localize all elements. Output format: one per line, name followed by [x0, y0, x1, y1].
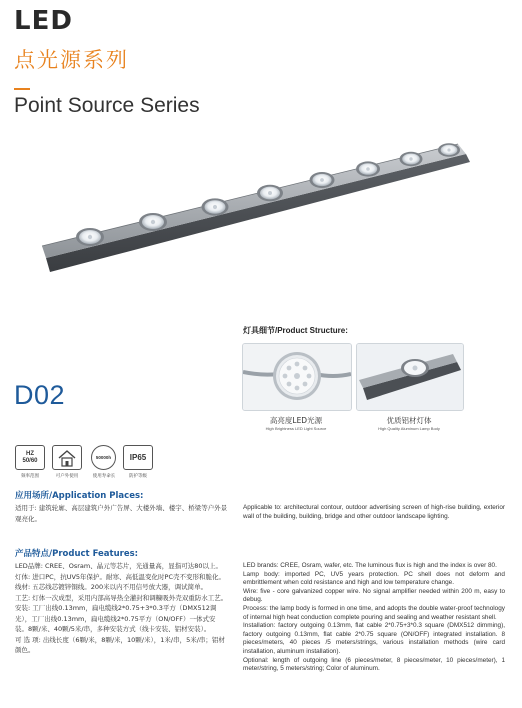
frequency-label: HZ [26, 450, 34, 457]
feature-cn-item: 灯体: 进口PC，抗UV5年保护。耐寒、高低温变化时PC壳不变形和脆化。 [15, 572, 226, 581]
frequency-icon [15, 445, 45, 470]
feature-cn-item: 可 选 项: 出线长度（6颗/米，8颗/米，10颗/米），1米/串，5米/串；铝材颜色。 [15, 635, 225, 654]
frequency-caption: 频率范围 [21, 474, 39, 479]
feature-en-item: Process: the lamp body is formed in one time, and adopts the double water-proof technology of internal high heat conduction complete pouring and sealing and weather resistant shell. [243, 604, 505, 621]
features-heading: 产品特点/Product Features: [15, 549, 139, 559]
feature-en-item: Lamp body: imported PC, UV5 years protection. PC shell does not deform and embrittlement when cold resistance and high and low temperature change. [243, 570, 505, 587]
application-heading: 应用场所/Application Places: [15, 491, 144, 501]
ip-rating-caption: 防护等级 [129, 474, 147, 479]
bar-side-face [46, 154, 470, 272]
lifetime-value: 50000h [95, 455, 112, 460]
application-text-cn: 适用于: 建筑轮廓、高层建筑户外广告屏、大楼外墙、楼宇、桥梁等户外景观亮化。 [15, 504, 228, 523]
feature-cn-item: LED品牌: CREE、Osram、晶元等芯片，光通量高，显指可达80以上。 [15, 562, 223, 570]
feature-en-item: Installation: factory outgoing 0.13mm, flat cable 2*0.75+3*0.3 square (DMX512 dimming), factory outgoing 0.13mm, flat cable 2*0.75 square (ON/OFF) integrated installation. 8 pieces/meters, 40 pieces /5 meters/strings, various installation methods (wire card installation, aluminum installation). [243, 622, 505, 655]
structure-heading: 灯具细节/Product Structure: [243, 326, 348, 335]
features-list-en [243, 562, 505, 674]
series-title-cn: 点光源系列 [14, 48, 129, 72]
house-icon [52, 445, 82, 470]
model-number: D02 [14, 380, 66, 410]
frequency-value: 50/60 [22, 457, 38, 464]
led-source-detail-image [242, 343, 352, 411]
led-source-caption-en: High Brightness LED Light Source [265, 426, 327, 431]
feature-en-item: Wire: five - core galvanized copper wire. No signal amplifier needed within 200 m, easy to debug. [243, 587, 505, 604]
ip-rating-icon [123, 445, 153, 470]
feature-en-item: LED brands: CREE, Osram, wafer, etc. The luminous flux is high and the index is over 80. [243, 562, 497, 569]
lifetime-caption: 使用寿命长 [92, 474, 116, 479]
spec-icon-lifetime [89, 445, 116, 470]
feature-cn-item: 工艺: 灯体一次成型，采用内部高导热全灌封和调糠吸外壳双重防水工艺。 [15, 593, 228, 602]
aluminum-body-detail-image [356, 343, 464, 411]
accent-divider [14, 88, 30, 90]
spec-icon-outdoor [52, 445, 82, 470]
lifetime-clock-icon [91, 445, 116, 470]
feature-cn-item: 安装: 工厂出线0.13mm，扁电缆线2*0.75+3*0.3平方（DMX512调光），工厂出线0.13mm，扁电缆线2*0.75平方（ON/OFF）一体式安装。8颗/米、40颗/5米/串，多种安装方式（线卡安装、铝材安装）。 [15, 604, 217, 633]
spec-icon-hz [15, 445, 45, 470]
outdoor-caption: 可户外使用 [55, 474, 79, 479]
light-bar-image [40, 140, 480, 300]
aluminum-body-caption-en: High Quality Aluminum Lamp Body [378, 426, 440, 431]
feature-en-item: Optional: length of outgoing line (6 pieces/meter, 8 pieces/meter, 10 pieces/meter), 1 meter/string, 5 meters/string; Color of aluminum. [243, 656, 505, 673]
spec-icon-ip [123, 445, 153, 470]
features-list-cn [15, 561, 228, 656]
feature-cn-item: 线材: 五芯线芯镀锌铜线。200米以内不用信号放大器，调试简单。 [15, 583, 208, 591]
aluminum-body-caption-cn: 优质铝材灯体 [386, 416, 432, 425]
brand-title: LED [14, 6, 73, 36]
series-title-en: Point Source Series [14, 94, 200, 117]
application-text-en: Applicable to: architectural contour, outdoor advertising screen of high-rise building, exterior wall of the building, building, bridge and other outdoor landscape lighting. [243, 504, 505, 520]
ip-rating-value: IP65 [129, 453, 147, 462]
led-source-caption-cn: 高亮度LED光源 [269, 416, 323, 425]
